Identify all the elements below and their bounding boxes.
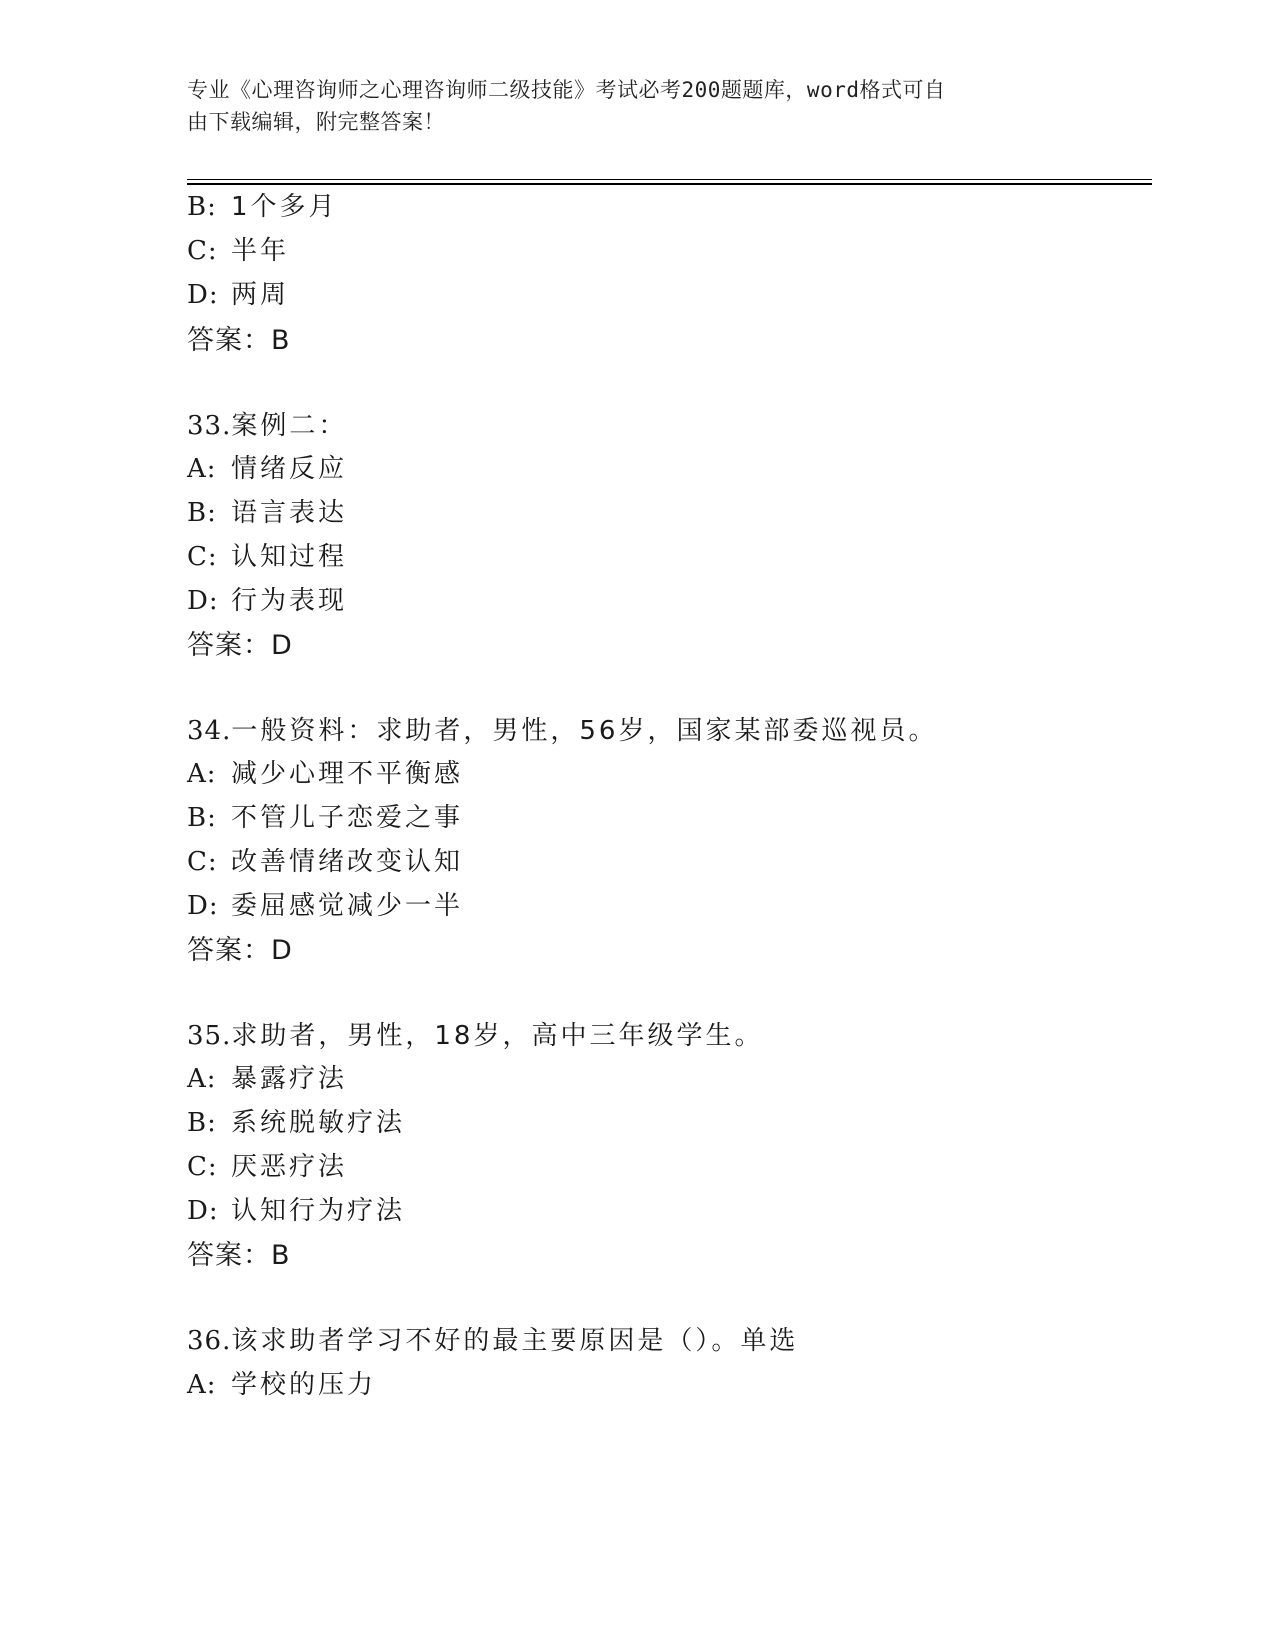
option-text: 语言表达 — [231, 498, 348, 528]
question-text: 该求助者学习不好的最主要原因是（）。单选 — [231, 1326, 799, 1356]
question-text: 求助者，男性，18岁，高中三年级学生。 — [231, 1021, 764, 1051]
option-key: A: — [187, 759, 217, 789]
option-a — [187, 448, 347, 485]
option-text: 厌恶疗法 — [231, 1152, 348, 1182]
option-key: C: — [187, 236, 218, 266]
option-d — [187, 1190, 405, 1227]
option-key: C: — [187, 847, 218, 877]
option-text: 不管儿子恋爱之事 — [231, 803, 464, 833]
option-key: C: — [187, 542, 218, 572]
option-text: 情绪反应 — [231, 454, 348, 484]
option-text: 减少心理不平衡感 — [231, 759, 464, 789]
option-text: 系统脱敏疗法 — [231, 1108, 406, 1138]
question-33 — [187, 405, 347, 442]
option-key: D: — [187, 891, 219, 921]
option-d — [187, 885, 463, 922]
header-line-2: 由下载编辑，附完整答案！ — [187, 110, 445, 134]
question-34 — [187, 710, 937, 747]
answer-line: 答案：D — [187, 630, 293, 661]
option-text: 行为表现 — [231, 586, 348, 616]
option-text: 1个多月 — [231, 192, 338, 222]
header-divider-thick — [187, 183, 1152, 185]
option-c — [187, 841, 463, 878]
option-a — [187, 1058, 347, 1095]
option-a — [187, 753, 463, 790]
option-key: B: — [187, 192, 217, 222]
option-key: B: — [187, 498, 217, 528]
answer-line: 答案：B — [187, 1240, 291, 1271]
option-key: D: — [187, 1196, 219, 1226]
option-b — [187, 797, 463, 834]
option-key: B: — [187, 1108, 217, 1138]
option-a — [187, 1364, 376, 1401]
header-line-1: 专业《心理咨询师之心理咨询师二级技能》考试必考200题题库，word格式可自 — [187, 78, 946, 102]
question-36 — [187, 1320, 798, 1357]
option-text: 认知行为疗法 — [231, 1196, 406, 1226]
option-c — [187, 230, 289, 267]
option-text: 认知过程 — [231, 542, 348, 572]
option-key: A: — [187, 1370, 217, 1400]
option-d — [187, 580, 347, 617]
document-header — [187, 74, 1087, 138]
option-key: C: — [187, 1152, 218, 1182]
option-key: B: — [187, 803, 217, 833]
option-c — [187, 536, 347, 573]
answer-line: 答案：B — [187, 325, 291, 356]
option-text: 两周 — [231, 280, 290, 310]
option-text: 半年 — [231, 236, 290, 266]
option-text: 学校的压力 — [231, 1370, 377, 1400]
option-text: 委屈感觉减少一半 — [231, 891, 464, 921]
option-key: D: — [187, 280, 219, 310]
option-text: 暴露疗法 — [231, 1064, 348, 1094]
option-b — [187, 1102, 405, 1139]
option-key: D: — [187, 586, 219, 616]
question-35 — [187, 1015, 763, 1052]
option-key: A: — [187, 1064, 217, 1094]
question-number: 36. — [187, 1326, 232, 1356]
answer-line: 答案：D — [187, 935, 293, 966]
option-d — [187, 274, 289, 311]
header-divider-thin — [187, 179, 1152, 180]
option-b — [187, 186, 338, 223]
question-number: 34. — [187, 716, 232, 746]
question-number: 33. — [187, 411, 232, 441]
question-text: 案例二： — [231, 411, 348, 441]
option-b — [187, 492, 347, 529]
option-text: 改善情绪改变认知 — [231, 847, 464, 877]
option-key: A: — [187, 454, 217, 484]
option-c — [187, 1146, 347, 1183]
question-text: 一般资料：求助者，男性，56岁，国家某部委巡视员。 — [231, 716, 938, 746]
question-number: 35. — [187, 1021, 232, 1051]
